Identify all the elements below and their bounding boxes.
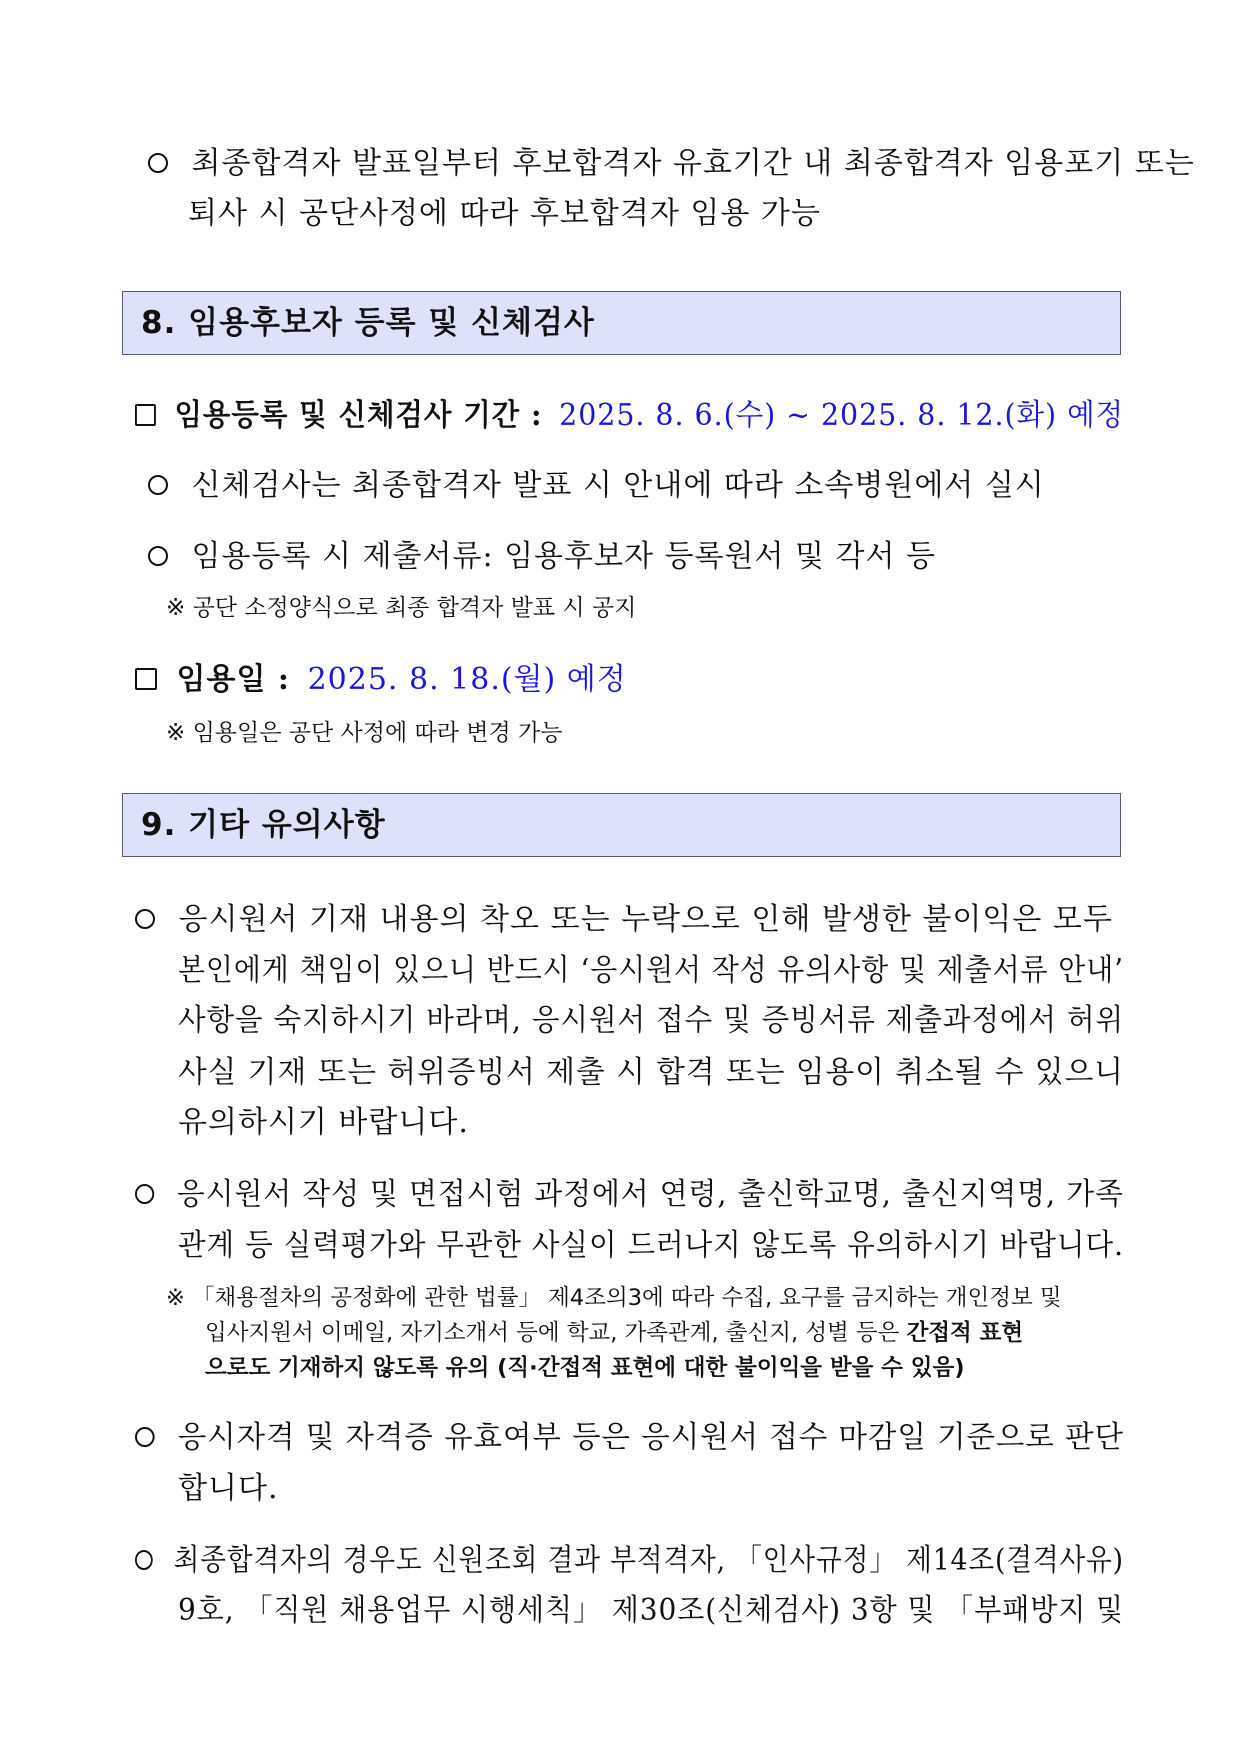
section-9-item-1-line-3: 사항을 숙지하시기 바라며, 응시원서 접수 및 증빙서류 제출과정에서 허위	[178, 1003, 1125, 1038]
circle-bullet-icon	[148, 546, 168, 566]
section-8-item-2: 임용등록 시 제출서류: 임용후보자 등록원서 및 각서 등	[148, 537, 936, 577]
circle-bullet-icon	[135, 1427, 155, 1447]
period-label: 임용등록 및 신체검사 기간 :	[174, 398, 543, 433]
section-9-item-1-line-5: 유의하시기 바랍니다.	[178, 1105, 469, 1140]
legal-note-line-3: 으로도 기재하지 않도록 유의 (직·간접적 표현에 대한 불이익을 받을 수 있음)	[205, 1355, 965, 1381]
legal-note-line-1: ※ 「채용절차의 공정화에 관한 법률」 제4조의3에 따라 수집, 요구를 금지하는 개인정보 및	[166, 1285, 1062, 1311]
section-8-header	[122, 291, 1121, 355]
period-row	[135, 396, 1124, 436]
circle-bullet-icon	[135, 1550, 153, 1570]
section-9-item-1-line-2: 본인에게 책임이 있으니 반드시 ‘응시원서 작성 유의사항 및 제출서류 안내’	[178, 953, 1124, 988]
section-9-item-1-line-1: 응시원서 기재 내용의 착오 또는 누락으로 인해 발생한 불이익은 모두	[135, 900, 1121, 940]
section-8-item-1: 신체검사는 최종합격자 발표 시 안내에 따라 소속병원에서 실시	[148, 466, 1045, 506]
section-9-item-3-line-1: 응시자격 및 자격증 유효여부 등은 응시원서 접수 마감일 기준으로 판단	[135, 1418, 1124, 1458]
period-value: 2025. 8. 6.(수) ~ 2025. 8. 12.(화) 예정	[559, 398, 1125, 433]
circle-bullet-icon	[135, 909, 155, 929]
section-9-item-4-line-2: 9호, 「직원 채용업무 시행세칙」 제30조(신체검사) 3항 및 「부패방지 및	[178, 1593, 1125, 1628]
section-9-item-4-line-1: 최종합격자의 경우도 신원조회 결과 부적격자, 「인사규정」 제14조(결격사유)	[135, 1541, 1124, 1581]
section-9-item-1-line-4: 사실 기재 또는 허위증빙서 제출 시 합격 또는 임용이 취소될 수 있으니	[178, 1055, 1124, 1090]
appointment-date-label: 임용일 :	[176, 662, 291, 697]
circle-bullet-icon	[148, 153, 168, 173]
section-8-title: 8. 임용후보자 등록 및 신체검사	[141, 305, 595, 341]
square-bullet-icon	[135, 404, 156, 426]
appointment-date-value: 2025. 8. 18.(월) 예정	[307, 662, 627, 697]
top-item-line-2: 퇴사 시 공단사정에 따라 후보합격자 임용 가능	[188, 196, 821, 231]
section-9-item-2-line-1: 응시원서 작성 및 면접시험 과정에서 연령, 출신학교명, 출신지역명, 가족	[135, 1175, 1124, 1215]
appointment-date-row	[135, 660, 627, 700]
section-8-note-1: ※ 공단 소정양식으로 최종 합격자 발표 시 공지	[166, 595, 637, 621]
section-9-item-2-line-2: 관계 등 실력평가와 무관한 사실이 드러나지 않도록 유의하시기 바랍니다.	[178, 1228, 1125, 1263]
circle-bullet-icon	[148, 475, 168, 495]
circle-bullet-icon	[135, 1184, 154, 1204]
section-9-item-3-line-2: 합니다.	[178, 1471, 279, 1506]
square-bullet-icon	[135, 668, 157, 690]
top-item-line-1: 최종합격자 발표일부터 후보합격자 유효기간 내 최종합격자 임용포기 또는	[148, 144, 1120, 184]
section-9-header	[122, 793, 1121, 857]
section-8-note-2: ※ 임용일은 공단 사정에 따라 변경 가능	[166, 720, 563, 746]
section-9-title: 9. 기타 유의사항	[141, 807, 386, 843]
legal-note-line-2: 입사지원서 이메일, 자기소개서 등에 학교, 가족관계, 출신지, 성별 등은 간접적 표현	[205, 1320, 1024, 1346]
